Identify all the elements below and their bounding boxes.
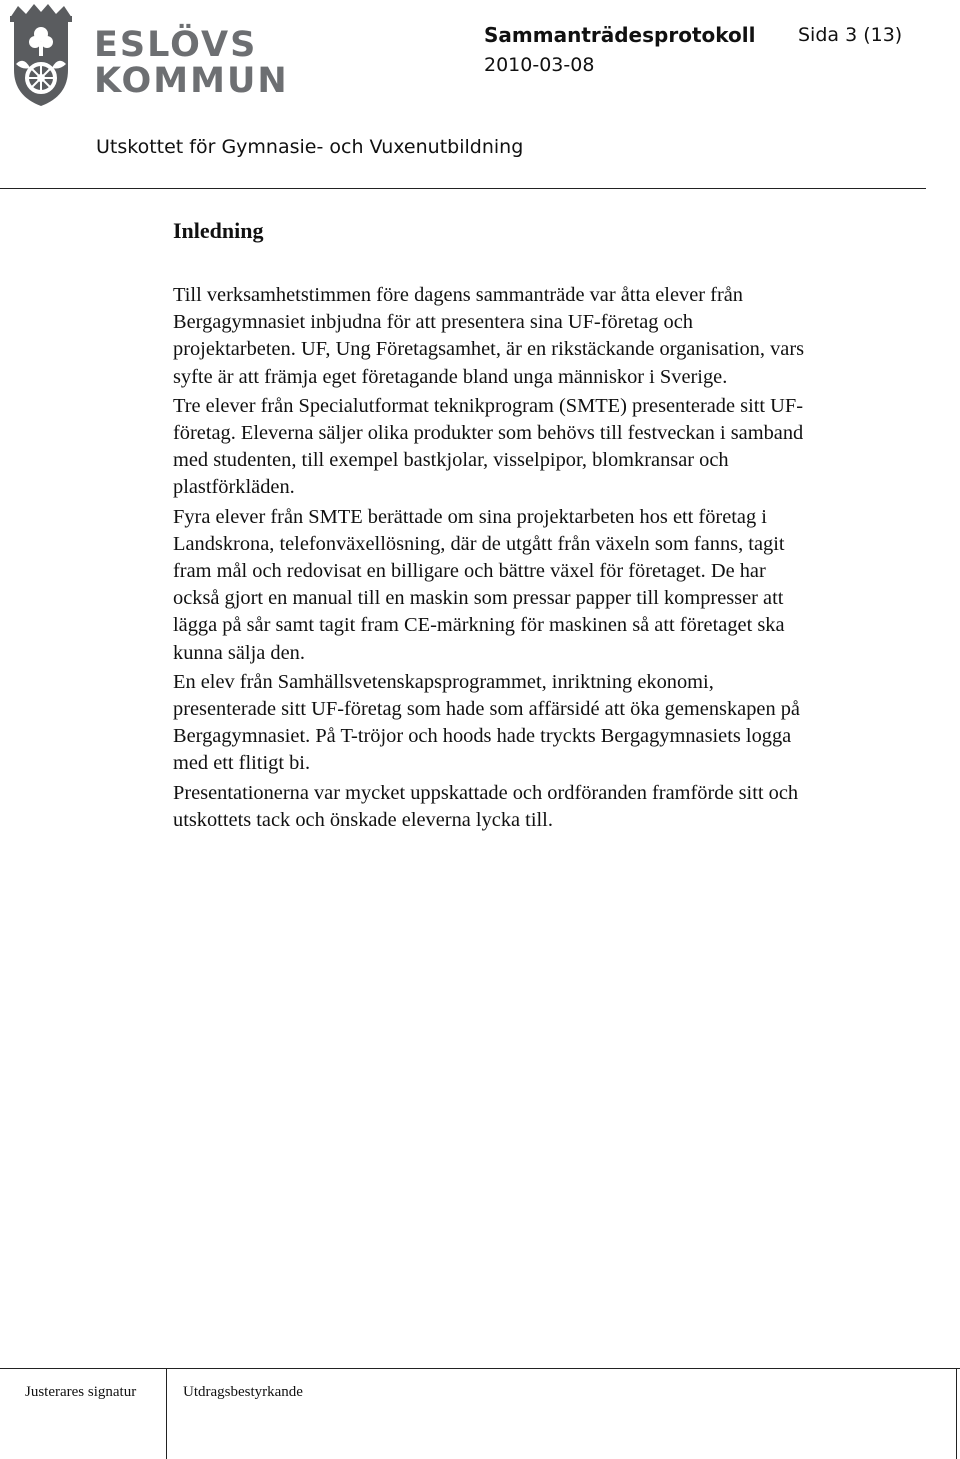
- paragraph-samhall-uf: En elev från Samhällsvetenskapsprogrammet, inriktning ekonomi, presenterade sitt UF-företag som hade som affärsidé att öka gemenskapen på Bergagymnasiet. På T-tröjor och hoods hade tryckts Bergagymnasiets logga med ett flitigt bi.: [173, 670, 800, 775]
- extract-cell: [166, 1368, 957, 1459]
- extract-label: Utdragsbestyrkande: [183, 1384, 303, 1400]
- document-date: 2010-03-08: [484, 54, 595, 76]
- signature-cell: [0, 1368, 167, 1459]
- logo-text-line1: ESLÖVS: [94, 25, 258, 65]
- minutes-section: [173, 216, 813, 836]
- section-heading: Inledning: [173, 218, 264, 243]
- document-type-title: Sammanträdesprotokoll: [484, 23, 756, 47]
- committee-name: Utskottet för Gymnasie- och Vuxenutbildning: [96, 136, 524, 158]
- paragraph-smte-uf: Tre elever från Specialutformat teknikprogram (SMTE) presenterade sitt UF-företag. Eleverna säljer olika produkter som behövs till festveckan i samband med studenten, till exempel bastkjolar, visselpipor, blomkransar och plastförkläden.: [173, 394, 804, 499]
- paragraph-introduction: Till verksamhetstimmen före dagens sammanträde var åtta elever från Bergagymnasiet inbjudna för att presentera sina UF-företag och projektarbeten. UF, Ung Företagsamhet, är en rikstäckande organisation, vars syfte är att främja eget företagande bland unga människor i Sverige.: [173, 284, 805, 388]
- header-divider: [0, 188, 926, 189]
- paragraph-smte-projects: Fyra elever från SMTE berättade om sina projektarbeten hos ett företag i Landskrona, telefonväxellösning, där de utgått från växeln som fanns, tagit fram mål och redovisat en billigare och bättre växel för företaget. De har också gjort en manual till en maskin som pressar papper till kompresser att lägga på sår samt tagit fram CE-märkning för maskinen så att företaget ska kunna sälja den.: [173, 505, 785, 664]
- page-number: Sida 3 (13): [798, 24, 903, 46]
- paragraph-closing: Presentationerna var mycket uppskattade och ordföranden framförde sitt och utskottets tack och önskade eleverna lycka till.: [173, 781, 799, 831]
- signature-footer: [0, 1368, 960, 1459]
- municipal-crest-logo: [6, 4, 76, 108]
- logo-text-line2: KOMMUN: [94, 61, 289, 101]
- signature-label: Justerares signatur: [25, 1384, 137, 1400]
